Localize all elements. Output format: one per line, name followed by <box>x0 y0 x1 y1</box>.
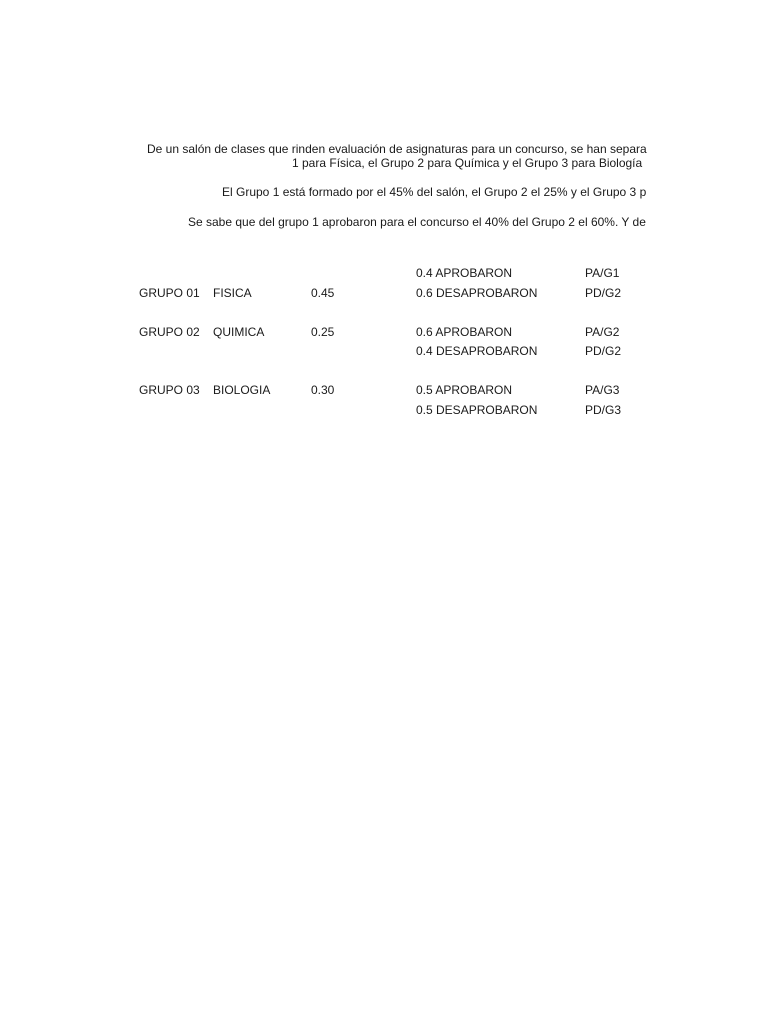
fail-code: PD/G2 <box>585 344 622 358</box>
fail-result: 0.4 DESAPROBARON <box>416 344 538 358</box>
fail-code: PD/G3 <box>585 403 622 417</box>
pass-code: PA/G1 <box>585 266 620 280</box>
group-name: GRUPO 02 <box>139 325 200 339</box>
group-subject: QUIMICA <box>213 325 265 339</box>
group-subject: BIOLOGIA <box>213 383 271 397</box>
pass-result: 0.6 APROBARON <box>416 325 513 339</box>
pass-result: 0.4 APROBARON <box>416 266 513 280</box>
group-subject: FISICA <box>213 286 252 300</box>
group-name: GRUPO 03 <box>139 383 200 397</box>
intro-line-4: Se sabe que del grupo 1 aprobaron para el concurso el 40% del Grupo 2 el 60%. Y de <box>188 215 646 229</box>
group-name: GRUPO 01 <box>139 286 200 300</box>
group-share: 0.25 <box>311 325 335 339</box>
intro-line-3: El Grupo 1 está formado por el 45% del salón, el Grupo 2 el 25% y el Grupo 3 p <box>222 185 647 199</box>
intro-line-2: 1 para Física, el Grupo 2 para Química y el Grupo 3 para Biología <box>292 156 643 170</box>
pass-result: 0.5 APROBARON <box>416 383 513 397</box>
group-share: 0.45 <box>311 286 335 300</box>
group-share: 0.30 <box>311 383 335 397</box>
fail-result: 0.6 DESAPROBARON <box>416 286 538 300</box>
pass-code: PA/G2 <box>585 325 620 339</box>
pass-code: PA/G3 <box>585 383 620 397</box>
fail-code: PD/G2 <box>585 286 622 300</box>
intro-line-1: De un salón de clases que rinden evaluación de asignaturas para un concurso, se han separa <box>147 142 647 156</box>
fail-result: 0.5 DESAPROBARON <box>416 403 538 417</box>
